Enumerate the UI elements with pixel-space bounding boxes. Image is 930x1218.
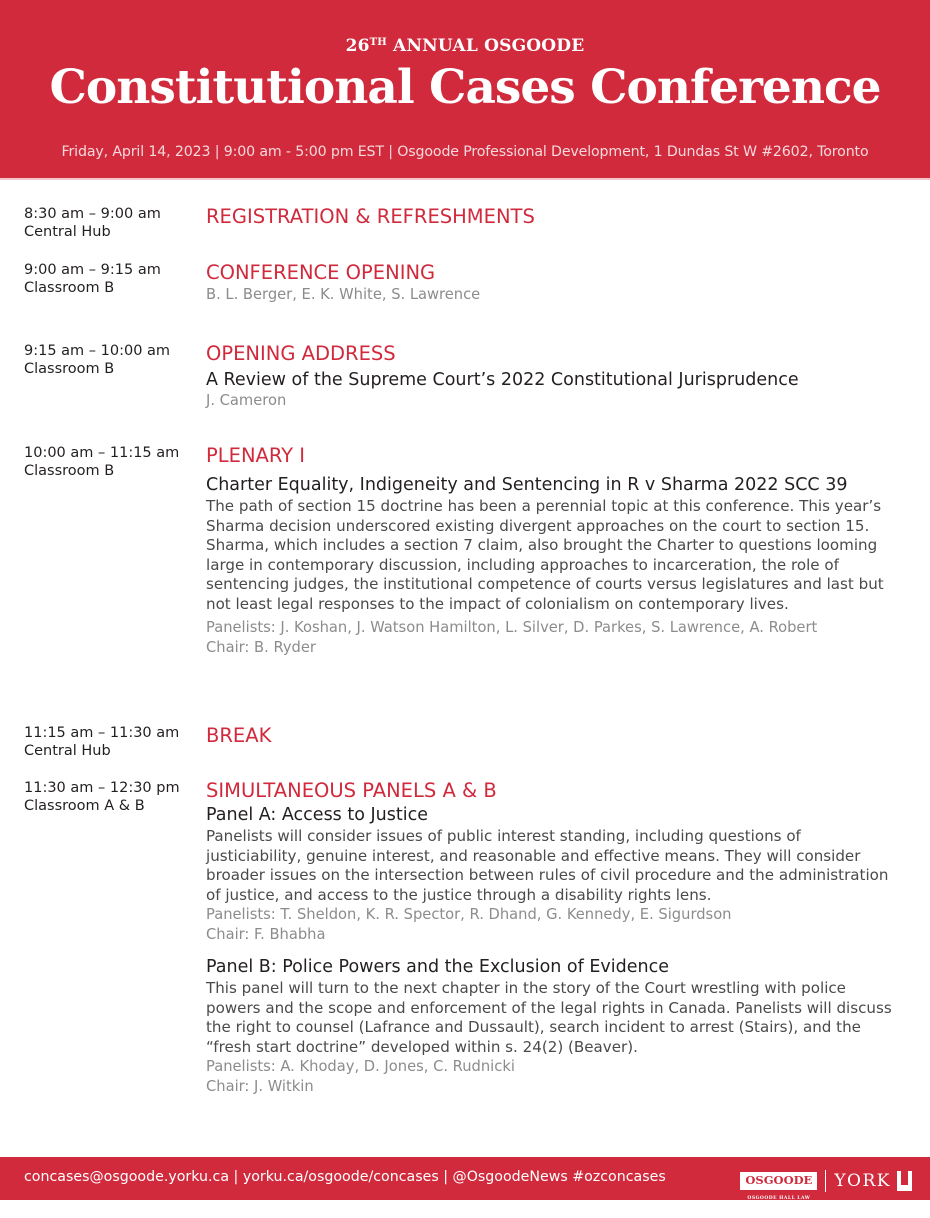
footer-banner	[0, 1157, 930, 1214]
session-heading: BREAK	[206, 724, 272, 747]
session-heading: REGISTRATION & REFRESHMENTS	[206, 205, 535, 228]
time-range: 11:30 am – 12:30 pm	[24, 780, 180, 796]
agenda-time	[24, 205, 199, 241]
york-logo: YORK	[834, 1171, 891, 1191]
time-range: 9:00 am – 9:15 am	[24, 262, 161, 278]
kicker-number: 26	[345, 36, 370, 56]
osgoode-logo-subtext: OSGOODE HALL LAW SCHOOL	[747, 1196, 811, 1214]
agenda-content	[206, 444, 896, 657]
panel-description: This panel will turn to the next chapter in the story of the Court wrestling with police powers and the scope and enforcement of the legal rights in Canada. Panelists will discuss the right to counsel (Lafrance and Dussault), search incident to arrest (Stairs), and the “fresh start doctrine” developed within s. 24(2) (Beaver).	[206, 979, 892, 1056]
time-range: 10:00 am – 11:15 am	[24, 445, 180, 461]
time-range: 8:30 am – 9:00 am	[24, 206, 161, 222]
footer-logos	[740, 1169, 912, 1214]
time-range: 9:15 am – 10:00 am	[24, 343, 171, 359]
panel-description: Panelists will consider issues of public interest standing, including questions of justiciability, genuine interest, and reasonable and effective means. They will consider broader issues on the intersection between rules of civil procedure and the administration of justice, and access to the justice through a disability rights lens.	[206, 827, 889, 904]
agenda-time	[24, 261, 199, 297]
kicker-suffix: TH	[369, 37, 387, 48]
room-label: Central Hub	[24, 224, 111, 240]
room-label: Classroom A & B	[24, 798, 145, 814]
panel-title: Panel A: Access to Justice	[206, 805, 428, 825]
york-logo-icon	[897, 1171, 912, 1191]
kicker-text: ANNUAL OSGOODE	[386, 36, 585, 56]
agenda-content	[206, 342, 896, 411]
panel-title: Panel B: Police Powers and the Exclusion of Evidence	[206, 957, 669, 977]
panel-spacer	[206, 944, 896, 956]
logo-divider	[825, 1170, 826, 1192]
session-heading: SIMULTANEOUS PANELS A & B	[206, 779, 497, 802]
session-heading: PLENARY I	[206, 444, 306, 467]
room-label: Central Hub	[24, 743, 111, 759]
conference-title: Constitutional Cases Conference	[49, 60, 881, 115]
header-banner	[0, 0, 930, 178]
time-range: 11:15 am – 11:30 am	[24, 725, 180, 741]
osgoode-logo	[740, 1172, 817, 1214]
agenda-time	[24, 724, 199, 760]
conference-kicker	[0, 36, 930, 56]
session-heading: CONFERENCE OPENING	[206, 261, 436, 284]
agenda-time	[24, 342, 199, 378]
room-label: Classroom B	[24, 280, 115, 296]
agenda-time	[24, 779, 199, 815]
session-subtitle: Charter Equality, Indigeneity and Sentencing in R v Sharma 2022 SCC 39	[206, 475, 848, 495]
session-speakers: B. L. Berger, E. K. White, S. Lawrence	[206, 286, 481, 303]
footer-contact: concases@osgoode.yorku.ca | yorku.ca/osgoode/concases | @OsgoodeNews #ozconcases	[24, 1169, 666, 1185]
panel-chair: Chair: F. Bhabha	[206, 925, 326, 943]
panel-a	[206, 804, 896, 944]
room-label: Classroom B	[24, 463, 115, 479]
conference-info: Friday, April 14, 2023 | 9:00 am - 5:00 pm EST | Osgoode Professional Development, 1 Dundas St W #2602, Toronto	[61, 144, 869, 160]
session-heading: OPENING ADDRESS	[206, 342, 396, 365]
agenda-content	[206, 779, 896, 1096]
session-subtitle: A Review of the Supreme Court’s 2022 Constitutional Jurisprudence	[206, 370, 799, 390]
room-label: Classroom B	[24, 361, 115, 377]
session-description: The path of section 15 doctrine has been a perennial topic at this conference. This year’s Sharma decision underscored existing divergent approaches on the court to section 15. Sharma, which includes a section 7 claim, also brought the Charter to questions looming large in contemporary discussion, including approaches to incarceration, the role of sentencing judges, the institutional competence of courts versus legislatures and last but not least legal responses to the impact of colonialism on contemporary lives.	[206, 497, 884, 613]
agenda-content	[206, 205, 896, 229]
panel-b	[206, 956, 896, 1096]
agenda-time	[24, 444, 199, 480]
session-chair: Chair: B. Ryder	[206, 638, 316, 656]
agenda-content	[206, 261, 896, 305]
session-speakers: J. Cameron	[206, 392, 287, 409]
panel-panelists: Panelists: T. Sheldon, K. R. Spector, R. Dhand, G. Kennedy, E. Sigurdson	[206, 906, 732, 923]
session-panelists: Panelists: J. Koshan, J. Watson Hamilton, L. Silver, D. Parkes, S. Lawrence, A. Robert	[206, 619, 818, 636]
panel-chair: Chair: J. Witkin	[206, 1077, 314, 1095]
panel-panelists: Panelists: A. Khoday, D. Jones, C. Rudnicki	[206, 1058, 515, 1075]
osgoode-logo-text: OSGOODE	[745, 1173, 813, 1187]
agenda-content	[206, 724, 896, 748]
header-rule	[0, 178, 930, 180]
